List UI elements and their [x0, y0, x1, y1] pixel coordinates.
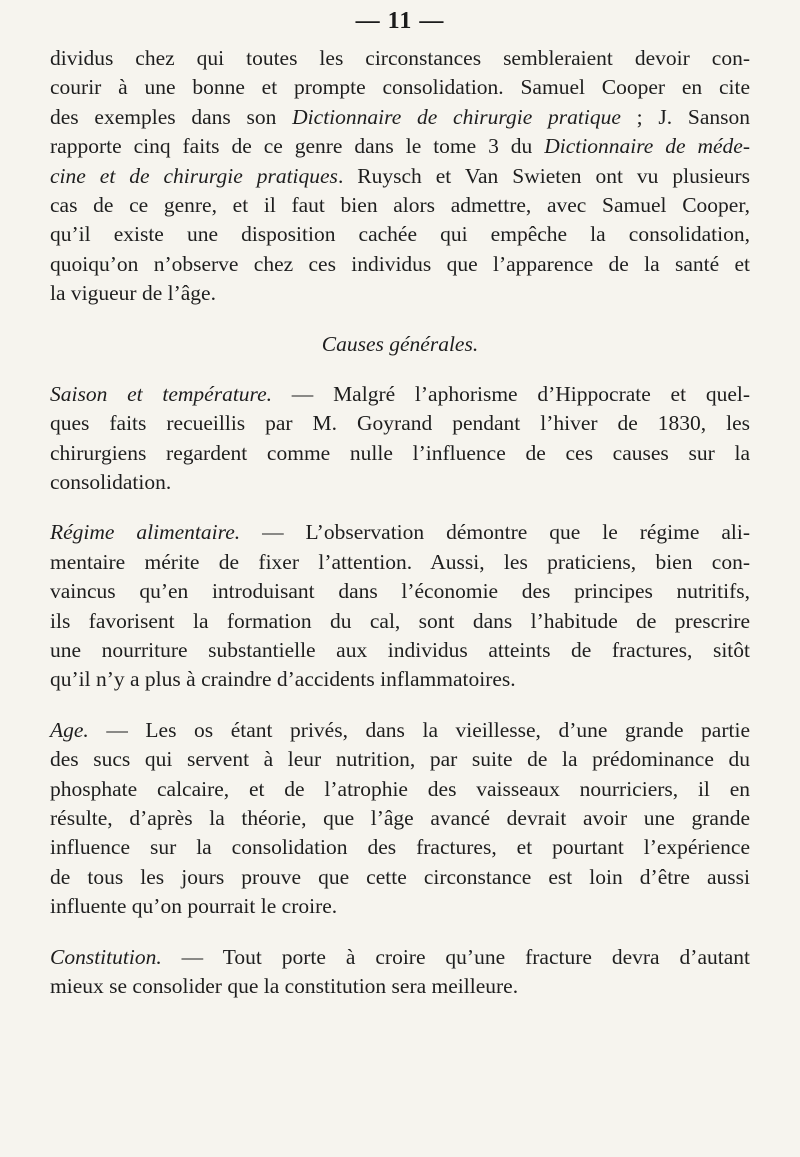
section-heading: Causes générales.: [321, 331, 479, 356]
body-text: [50, 44, 750, 1001]
text-line: quoiqu’on n’observe chez ces individus que l’apparence de la santé et: [50, 251, 750, 276]
text-line: Régime alimentaire. — L’observation démontre que le régime ali-: [50, 520, 750, 545]
text-line: mieux se consolider que la constitution sera meilleure.: [50, 973, 519, 998]
text-line: Age. — Les os étant privés, dans la vieillesse, d’une grande partie: [50, 717, 750, 742]
text-line: influente qu’on pourrait le croire.: [50, 894, 338, 919]
text-line: mentaire mérite de fixer l’attention. Aussi, les praticiens, bien con-: [50, 549, 750, 574]
text-line: cas de ce genre, et il faut bien alors admettre, avec Samuel Cooper,: [50, 192, 750, 217]
text-line: chirurgiens regardent comme nulle l’influence de ces causes sur la: [50, 440, 750, 465]
text-line: Saison et température. — Malgré l’aphorisme d’Hippocrate et quel-: [50, 381, 750, 406]
text-line: qu’il n’y a plus à craindre d’accidents inflammatoires.: [50, 667, 516, 692]
text-line: Constitution. — Tout porte à croire qu’une fracture devra d’autant: [50, 944, 750, 969]
text-line: consolidation.: [50, 470, 172, 495]
text-line: vaincus qu’en introduisant dans l’économie des principes nutritifs,: [50, 579, 750, 604]
text-line: courir à une bonne et prompte consolidation. Samuel Cooper en cite: [50, 75, 750, 100]
text-line: résulte, d’après la théorie, que l’âge avancé devrait avoir une grande: [50, 805, 750, 830]
text-line: cine et de chirurgie pratiques. Ruysch et Van Swieten ont vu plusieurs: [50, 163, 751, 188]
page-number: — 11 —: [355, 8, 445, 34]
text-line: une nourriture substantielle aux individus atteints de fractures, sitôt: [50, 638, 750, 663]
text-line: phosphate calcaire, et de l’atrophie des vaisseaux nourriciers, il en: [50, 776, 750, 801]
text-line: ques faits recueillis par M. Goyrand pendant l’hiver de 1830, les: [50, 411, 750, 436]
text-line: ils favorisent la formation du cal, sont dans l’habitude de prescrire: [50, 608, 750, 633]
text-line: des sucs qui servent à leur nutrition, par suite de la prédominance du: [50, 747, 750, 772]
text-line: rapporte cinq faits de ce genre dans le tome 3 du Dictionnaire de méde-: [50, 134, 751, 159]
text-line: de tous les jours prouve que cette circonstance est loin d’être aussi: [50, 864, 750, 889]
text-line: qu’il existe une disposition cachée qui empêche la consolidation,: [50, 222, 750, 247]
text-line: des exemples dans son Dictionnaire de chirurgie pratique ; J. Sanson: [50, 104, 750, 129]
text-line: dividus chez qui toutes les circonstances sembleraient devoir con-: [50, 46, 750, 70]
text-line: la vigueur de l’âge.: [50, 281, 216, 306]
text-line: influence sur la consolidation des fractures, et pourtant l’expérience: [50, 835, 750, 860]
